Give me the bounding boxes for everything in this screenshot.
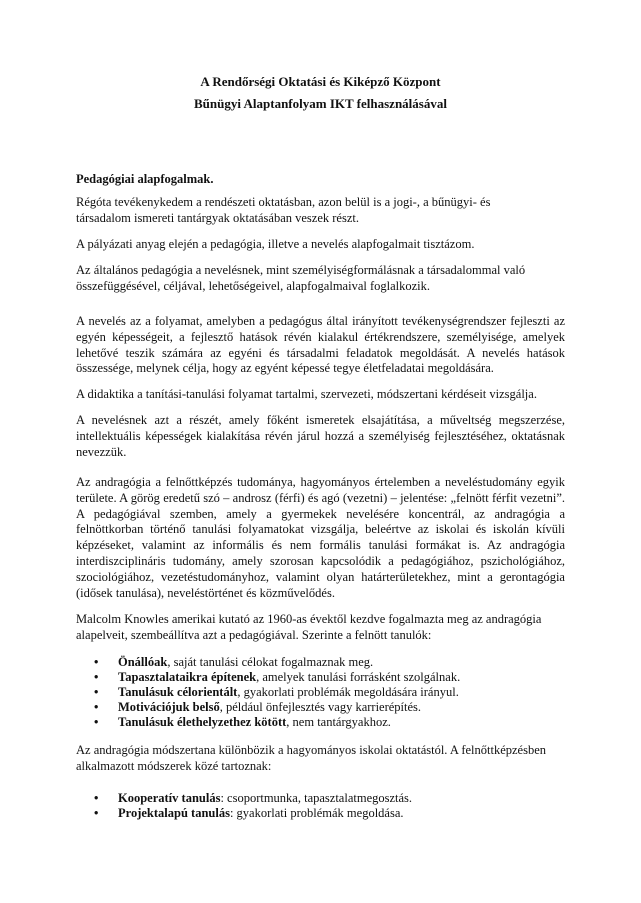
document-title-line-2: Bűnügyi Alaptanfolyam IKT felhasználásával — [194, 96, 447, 111]
list-item — [94, 685, 564, 700]
list-item-text: , saját tanulási célokat fogalmaznak meg. — [167, 655, 374, 669]
list-item-text: , nem tantárgyakhoz. — [286, 715, 391, 729]
list-item-text: , például önfejlesztés vagy karrierépítés. — [219, 700, 422, 714]
list-item-bold: Önállóak — [118, 655, 168, 669]
paragraph-andragogy: Az andragógia a felnőttképzés tudománya, hagyományos értelemben a neveléstudomány egyik területe. A görög eredetű szó – androsz (férfi) és agó (vezetni) – jelentése: „felnött férfit vezetni”. A pedagógiával szemben, amely a gyermekek nevelésére koncentrál, az andragógia a felnöttkorban történő tanulási folyamatokat vizsgálja, beleértve az iskolai és iskolán kívüli képzéseket, valamint az informális és nem formális tanulási formákat is. Az andragógia interdiszciplináris tudomány, amely szorosan kapcsolódik a pedagógiához, pszichológiához, szociológiához, vezetéstudományhoz, valamint olyan határterületekhez, mint a gerontagógia (idősek tanulása), neveléstörténet és közművelődés. — [76, 475, 565, 600]
list-item — [94, 700, 564, 715]
section-heading: Pedagógiai alapfogalmak. — [76, 172, 214, 186]
list-item-text: , gyakorlati problémák megoldására irányul. — [237, 685, 459, 699]
paragraph-methodology: Az andragógia módszertana különbözik a hagyományos iskolai oktatástól. A felnőttképzésben alkalmazott módszerek közé tartoznak: — [76, 743, 547, 773]
bullet-icon: • — [94, 655, 99, 669]
list-item-bold: Motivációjuk belső — [118, 700, 220, 714]
bullet-icon: • — [94, 791, 99, 805]
list-item — [94, 655, 564, 670]
paragraph-general-pedagogy: Az általános pedagógia a nevelésnek, mint személyiségformálásnak a társadalommal való összefüggésével, céljával, lehetőségeivel, alapfogalmaival foglalkozik. — [76, 263, 526, 293]
paragraph-education-definition: A nevelés az a folyamat, amelyben a pedagógus által irányított tevékenységrendszer fejleszti az egyén képességeit, a fejlesztő hatások révén kialakul értékrendszere, személyisége, amelyek lehetővé teszik számára az egyéni és társadalmi feladatok megoldását. A nevelés hatások összessége, melynek célja, hogy az egyént képessé tegye életfeladatai megoldására. — [76, 314, 565, 376]
list-item-bold: Projektalapú tanulás — [118, 806, 230, 820]
document-title-line-1: A Rendőrségi Oktatási és Kiképző Központ — [200, 74, 441, 89]
paragraph-didactics: A didaktika a tanítási-tanulási folyamat tartalmi, szervezeti, módszertani kérdéseit vizsgálja. — [76, 387, 537, 401]
paragraph-scope: A pályázati anyag elején a pedagógia, illetve a nevelés alapfogalmait tisztázom. — [76, 237, 475, 251]
bullet-icon: • — [94, 670, 99, 684]
list-item-bold: Tapasztalataikra építenek — [118, 670, 257, 684]
list-item — [94, 715, 564, 730]
paragraph-knowles: Malcolm Knowles amerikai kutató az 1960-as évektől kezdve fogalmazta meg az andragógia alapelveit, szembeállítva azt a pedagógiával. Szerinte a felnött tanulók: — [76, 612, 542, 642]
list-item-bold: Kooperatív tanulás — [118, 791, 221, 805]
bullet-icon: • — [94, 685, 99, 699]
bullet-icon: • — [94, 700, 99, 714]
paragraph-teaching-definition: A nevelésnek azt a részét, amely főként ismeretek elsajátítása, a műveltség megszerzése, intellektuális képességek kialakítása révén járul hozzá a személyiség fejlesztéséhez, oktatásnak nevezzük. — [76, 413, 565, 459]
paragraph-intro: Régóta tevékenykedem a rendészeti oktatásban, azon belül is a jogi-, a bűnügyi- és társadalom ismereti tantárgyak oktatásában veszek részt. — [76, 195, 491, 225]
list-item-bold: Tanulásuk célorientált — [118, 685, 238, 699]
list-item-text: : gyakorlati problémák megoldása. — [229, 806, 404, 820]
list-item-text: : csoportmunka, tapasztalatmegosztás. — [220, 791, 413, 805]
bullet-icon: • — [94, 806, 99, 820]
list-item-text: , amelyek tanulási forrásként szolgálnak. — [256, 670, 461, 684]
list-item — [94, 806, 564, 821]
bullet-icon: • — [94, 715, 99, 729]
list-item — [94, 670, 564, 685]
list-item-bold: Tanulásuk élethelyzethez kötött — [118, 715, 287, 729]
list-item — [94, 791, 564, 806]
knowles-principles-list — [94, 655, 564, 730]
methods-list — [94, 791, 564, 821]
